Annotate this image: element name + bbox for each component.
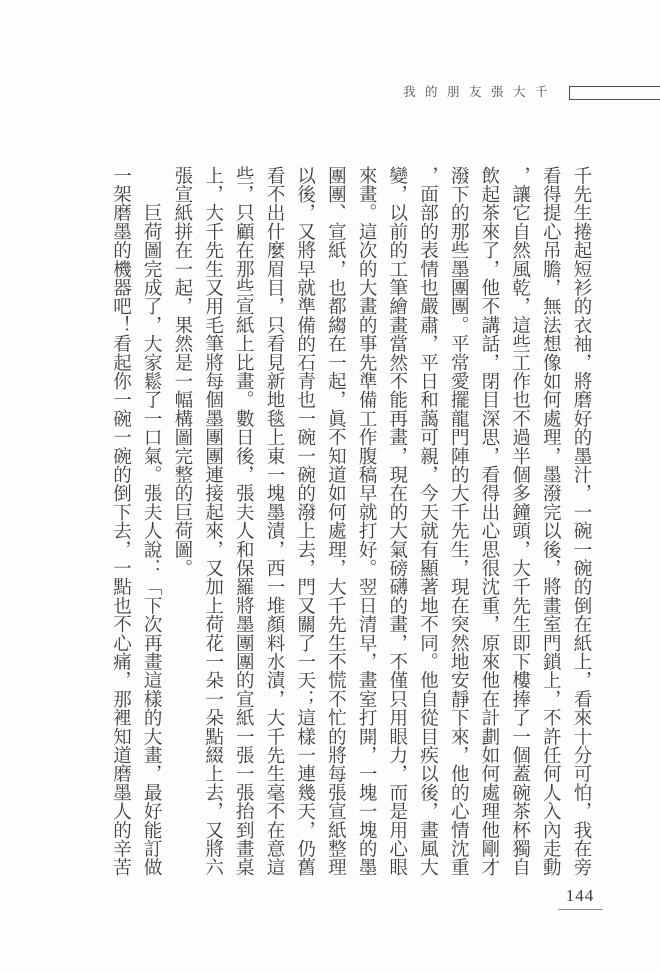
page-number: 144: [565, 886, 595, 905]
text-column: ，讓它自然風乾，這些工作也不過半個多鐘頭，大千先生即下樓捧了一個蓋碗茶杯獨自: [509, 166, 530, 877]
text-column: 巨荷圖完成了，大家鬆了一口氣。張夫人說：「下次再畫這樣的大畫，最好能訂做: [141, 166, 162, 877]
running-header-title: 我的朋友張大千: [403, 85, 558, 99]
page-number-rule: [558, 909, 603, 910]
text-column: 看得提心吊膽，無法想像如何處理，墨潑完以後，將畫室門鎖上，不許任何人入內走動: [540, 166, 561, 877]
text-column: 潑下的那些墨團團。平常愛擺龍門陣的大千先生，現在突然地安靜下來，他的心情沈重: [448, 166, 469, 877]
header-rule-box: [569, 86, 660, 100]
text-column: 張宣紙拼在一起，果然是一幅構圖完整的巨荷圖。: [171, 166, 192, 578]
text-column: 團團、宣紙，也都縐在一起，眞不知道如何處理，大千先生不慌不忙的將每張宣紙整理: [325, 166, 346, 877]
text-column: 變，以前的工筆繪畫當然不能再畫，現在的大氣磅礴的畫，不僅只用眼力，而是用心眼: [386, 166, 407, 877]
text-column: 看不出什麼眉目，只看見新地毯上東一塊墨漬，西一堆顏料水漬，大千先生毫不在意這: [263, 166, 284, 877]
text-column: 一架磨墨的機器吧！看起你一碗一碗的倒下去，一點也不心痛，那裡知道磨墨人的辛苦: [110, 166, 131, 877]
text-column: 千先生捲起短衫的衣袖，將磨好的墨汁，一碗一碗的倒在紙上，看來十分可怕，我在旁: [571, 166, 591, 877]
text-column: 些，只顧在那些宣紙上比畫。數日後，張夫人和保羅將墨團團的宣紙一張一張抬到畫桌: [233, 166, 254, 877]
body-text-block: [105, 166, 596, 882]
text-column: ，面部的表情也嚴肅，平日和藹可親，今天就有顯著地不同。他自從目疾以後，畫風大: [417, 166, 438, 877]
text-column: 以後，又將早就準備的石青也一碗一碗的潑上去，門又關了一天；這樣一連幾天，仍舊: [294, 166, 315, 877]
text-column: 飲起茶來了，他不講話，閉目深思，看得出心思很沈重，原來他在計劃如何處理他剛才: [478, 166, 499, 877]
text-column: 上，大千先生又用毛筆將每個墨團團連接起來，又加上荷花一朵一朵點綴上去，又將六: [202, 166, 223, 877]
text-column: 來畫。這次的大畫的事先準備工作腹稿早就打好。翌日清早，畫室打開，一塊一塊的墨: [356, 166, 377, 877]
